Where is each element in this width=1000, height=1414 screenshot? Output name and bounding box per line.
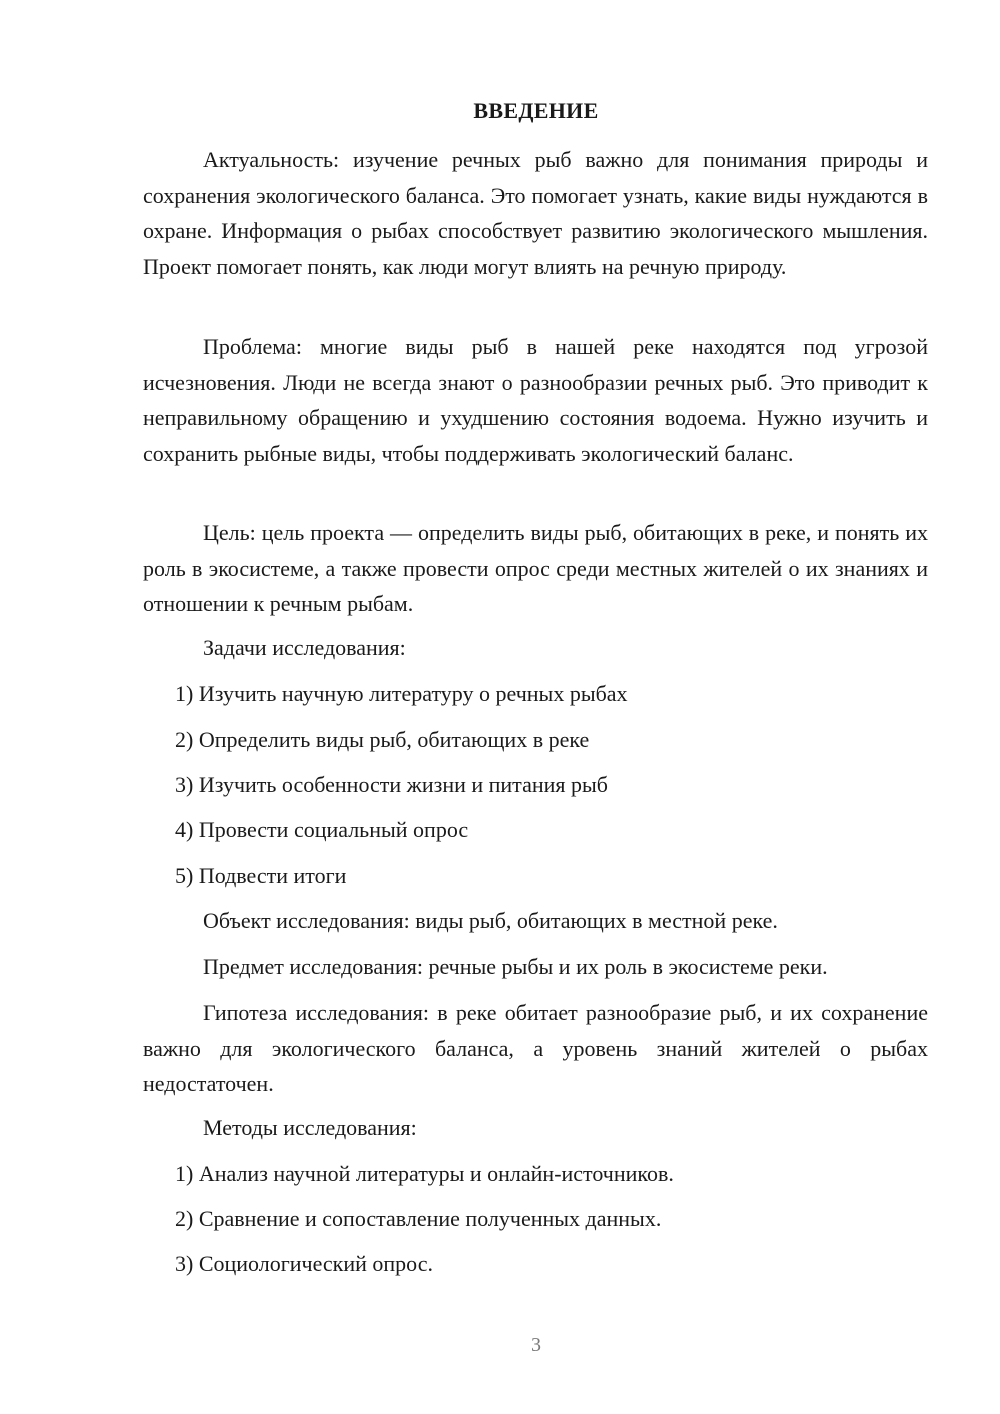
task-item: 5) Подвести итоги — [175, 863, 347, 888]
task-item: 3) Изучить особенности жизни и питания рыб — [175, 772, 608, 797]
task-item: 2) Определить виды рыб, обитающих в реке — [175, 727, 590, 752]
subject-line: Предмет исследования: речные рыбы и их роль в экосистеме реки. — [203, 954, 828, 979]
method-item: 3) Социологический опрос. — [175, 1251, 433, 1276]
relevance-paragraph: Актуальность: изучение речных рыб важно для понимания природы и сохранения экологического баланса. Это помогает узнать, какие виды нуждаются в охране. Информация о рыбах способствует развитию экологического мышления. Проект помогает понять, как люди могут влиять на речную природу. — [143, 147, 928, 279]
section-title: ВВЕДЕНИЕ — [473, 98, 599, 123]
tasks-heading: Задачи исследования: — [203, 635, 406, 660]
problem-paragraph: Проблема: многие виды рыб в нашей реке находятся под угрозой исчезновения. Люди не всегда знают о разнообразии речных рыб. Это приводит к неправильному обращению и ухудшению состояния водоема. Нужно изучить и сохранить рыбные виды, чтобы поддерживать экологический баланс. — [143, 334, 928, 466]
method-item: 2) Сравнение и сопоставление полученных данных. — [175, 1206, 662, 1231]
task-item: 4) Провести социальный опрос — [175, 817, 469, 842]
object-line: Объект исследования: виды рыб, обитающих в местной реке. — [203, 908, 778, 933]
task-item: 1) Изучить научную литературу о речных рыбах — [175, 681, 628, 706]
page-number: 3 — [531, 1334, 541, 1356]
methods-heading: Методы исследования: — [203, 1115, 417, 1140]
method-item: 1) Анализ научной литературы и онлайн-источников. — [175, 1161, 674, 1186]
hypothesis-paragraph: Гипотеза исследования: в реке обитает разнообразие рыб, и их сохранение важно для экологического баланса, а уровень знаний жителей о рыбах недостаточен. — [143, 1000, 928, 1096]
goal-paragraph: Цель: цель проекта — определить виды рыб, обитающих в реке, и понять их роль в экосистеме, а также провести опрос среди местных жителей о их знаниях и отношении к речным рыбам. — [143, 520, 928, 616]
